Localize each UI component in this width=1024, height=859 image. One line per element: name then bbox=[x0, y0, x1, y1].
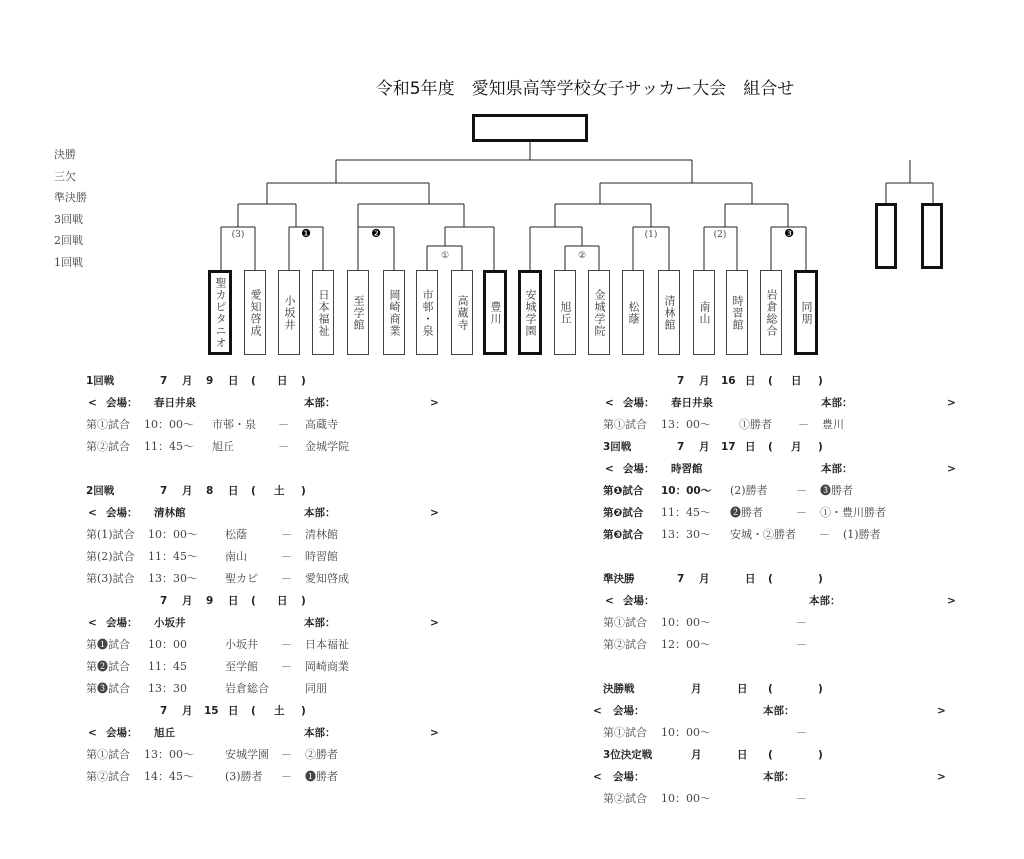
match-label-r2-b1: ❶ bbox=[301, 227, 311, 240]
page-title: 令和5年度 愛知県高等学校女子サッカー大会 組合せ bbox=[375, 79, 795, 99]
schedule-cell: 高蔵寺 bbox=[305, 418, 338, 431]
schedule-cell: ( bbox=[251, 485, 256, 497]
team-seirinkan: 清林館 bbox=[658, 270, 680, 355]
schedule-cell: 松蔭 bbox=[225, 528, 247, 541]
schedule-cell: 第❸試合 bbox=[603, 529, 644, 541]
team-asahigaoka: 旭丘 bbox=[554, 270, 576, 355]
schedule-cell: 岡崎商業 bbox=[305, 660, 349, 673]
schedule-cell: (3)勝者 bbox=[225, 770, 263, 783]
schedule-cell: ( bbox=[768, 573, 773, 585]
schedule-cell: 時習館 bbox=[305, 550, 338, 563]
schedule-cell: 会場： bbox=[106, 727, 138, 739]
schedule-cell: 聖カピ bbox=[225, 572, 258, 585]
match-label-r2-b2: ❷ bbox=[371, 227, 381, 240]
schedule-cell: < bbox=[593, 771, 602, 783]
schedule-cell: 11：45～ bbox=[661, 506, 711, 519]
schedule-cell: － bbox=[281, 770, 292, 783]
schedule-cell: － bbox=[819, 528, 830, 541]
round-label-final: 決勝 bbox=[54, 148, 76, 161]
schedule-cell: 月 bbox=[699, 375, 710, 387]
schedule-cell: (1)勝者 bbox=[843, 528, 881, 541]
schedule-cell: － bbox=[281, 528, 292, 541]
schedule-cell: ②勝者 bbox=[305, 748, 338, 761]
schedule-cell: > bbox=[947, 397, 956, 409]
r2-tokyo bbox=[445, 227, 494, 270]
schedule-cell: － bbox=[281, 748, 292, 761]
schedule-cell: 本部： bbox=[304, 397, 336, 409]
schedule-cell: 第②試合 bbox=[86, 770, 130, 783]
round-label-round3: 3回戦 bbox=[54, 212, 83, 226]
schedule-cell: 7 bbox=[160, 705, 168, 717]
schedule-cell: 第②試合 bbox=[603, 638, 647, 651]
schedule-cell: 10：00～ bbox=[144, 418, 194, 431]
schedule-cell: 9 bbox=[206, 595, 214, 607]
schedule-cell: 会場： bbox=[623, 463, 655, 475]
schedule-cell: － bbox=[796, 616, 807, 629]
team-iwakura-sogo: 岩倉総合 bbox=[760, 270, 782, 355]
schedule-cell: 土 bbox=[274, 485, 285, 497]
schedule-cell: 本部： bbox=[763, 705, 795, 717]
team-seika-capitanio: 聖カピタニオ bbox=[208, 270, 232, 355]
schedule-cell: 第①試合 bbox=[603, 616, 647, 629]
schedule-cell: 金城学院 bbox=[305, 440, 349, 453]
schedule-cell: 会場： bbox=[106, 397, 138, 409]
schedule-cell: 豊川 bbox=[822, 418, 844, 431]
schedule-cell: 日 bbox=[745, 375, 756, 387]
schedule-cell: 春日井泉 bbox=[671, 397, 713, 409]
schedule-cell: 本部： bbox=[821, 397, 853, 409]
schedule-cell: 本部： bbox=[809, 595, 841, 607]
match-label-r2-b3: ❸ bbox=[784, 227, 794, 240]
team-kinjo-gakuin: 金城学院 bbox=[588, 270, 610, 355]
schedule-cell: 月 bbox=[182, 705, 193, 717]
schedule-cell: (2)勝者 bbox=[730, 484, 768, 497]
schedule-cell: < bbox=[88, 617, 97, 629]
schedule-cell: 10：00～ bbox=[661, 485, 712, 497]
schedule-cell: > bbox=[430, 617, 439, 629]
schedule-cell: 旭丘 bbox=[212, 440, 234, 453]
third-place-box-left bbox=[875, 203, 897, 269]
schedule-cell: ①・豊川勝者 bbox=[820, 506, 886, 519]
match-label-r2-3: (3) bbox=[231, 230, 245, 240]
schedule-cell: 小坂井 bbox=[154, 617, 186, 629]
schedule-cell: 10：00～ bbox=[148, 528, 198, 541]
schedule-cell: 10：00～ bbox=[661, 616, 711, 629]
schedule-cell: 13：00～ bbox=[661, 418, 711, 431]
final-link bbox=[336, 142, 692, 183]
schedule-cell: 日 bbox=[277, 375, 288, 387]
schedule-cell: 第❷試合 bbox=[86, 660, 130, 673]
schedule-cell: 会場： bbox=[623, 397, 655, 409]
schedule-cell: － bbox=[281, 572, 292, 585]
schedule-cell: 14：45～ bbox=[144, 770, 194, 783]
team-toyokawa: 豊川 bbox=[483, 270, 507, 355]
schedule-cell: 10：00～ bbox=[661, 792, 711, 805]
schedule-cell: 日 bbox=[228, 705, 239, 717]
schedule-cell: 13：30 bbox=[148, 682, 187, 695]
schedule-cell: 会場： bbox=[106, 507, 138, 519]
schedule-cell: ) bbox=[818, 375, 823, 387]
schedule-cell: ) bbox=[818, 441, 823, 453]
schedule-cell: 愛知啓成 bbox=[305, 572, 349, 585]
schedule-cell: ) bbox=[301, 595, 306, 607]
r3-right-b bbox=[725, 204, 788, 227]
schedule-cell: 市邨・泉 bbox=[212, 418, 256, 431]
schedule-cell: 日 bbox=[791, 375, 802, 387]
schedule-cell: 月 bbox=[691, 683, 702, 695]
schedule-cell: ) bbox=[301, 705, 306, 717]
schedule-cell: 7 bbox=[160, 595, 168, 607]
team-aichi-keisei: 愛知啓成 bbox=[244, 270, 266, 355]
schedule-cell: 12：00～ bbox=[661, 638, 711, 651]
schedule-cell: － bbox=[278, 440, 289, 453]
schedule-cell: － bbox=[281, 660, 292, 673]
team-nihon-fukushi: 日本福祉 bbox=[312, 270, 334, 355]
schedule-cell: ❸勝者 bbox=[820, 484, 853, 497]
schedule-cell: 月 bbox=[791, 441, 802, 453]
schedule-cell: 日 bbox=[745, 573, 756, 585]
schedule-cell: ( bbox=[768, 441, 773, 453]
schedule-cell: 会場： bbox=[623, 595, 655, 607]
schedule-cell: 7 bbox=[160, 375, 168, 387]
schedule-cell: 15 bbox=[204, 705, 219, 717]
schedule-cell: 月 bbox=[699, 573, 710, 585]
schedule-cell: 安城学園 bbox=[225, 748, 269, 761]
schedule-cell: 月 bbox=[699, 441, 710, 453]
third-place-box-right bbox=[921, 203, 943, 269]
schedule-cell: － bbox=[796, 726, 807, 739]
schedule-cell: － bbox=[796, 792, 807, 805]
schedule-cell: 11：45 bbox=[148, 660, 187, 673]
team-kozakai: 小坂井 bbox=[278, 270, 300, 355]
schedule-cell: 南山 bbox=[225, 550, 247, 563]
schedule-cell: 10：00 bbox=[148, 638, 187, 651]
schedule-cell: 至学館 bbox=[225, 660, 258, 673]
schedule-cell: 岩倉総合 bbox=[225, 682, 269, 695]
schedule-cell: 日 bbox=[228, 375, 239, 387]
schedule-cell: 1回戦 bbox=[86, 375, 115, 387]
schedule-cell: 日 bbox=[228, 485, 239, 497]
schedule-cell: 第❸試合 bbox=[86, 682, 130, 695]
schedule-cell: 日 bbox=[737, 749, 748, 761]
schedule-cell: ) bbox=[818, 573, 823, 585]
schedule-cell: > bbox=[430, 727, 439, 739]
schedule-cell: 第①試合 bbox=[86, 748, 130, 761]
r3-left-a bbox=[238, 204, 296, 227]
champion-box bbox=[472, 114, 588, 142]
schedule-cell: ①勝者 bbox=[739, 418, 772, 431]
schedule-cell: 準決勝 bbox=[603, 573, 635, 585]
schedule-cell: < bbox=[605, 463, 614, 475]
schedule-cell: － bbox=[796, 506, 807, 519]
schedule-cell: 時習館 bbox=[671, 463, 703, 475]
schedule-cell: 第①試合 bbox=[603, 726, 647, 739]
schedule-cell: < bbox=[593, 705, 602, 717]
schedule-cell: 7 bbox=[677, 441, 685, 453]
schedule-cell: < bbox=[88, 727, 97, 739]
team-shoin: 松蔭 bbox=[622, 270, 644, 355]
schedule-cell: 会場： bbox=[613, 705, 645, 717]
schedule-cell: < bbox=[605, 595, 614, 607]
round-label-semifinal: 準決勝 bbox=[54, 191, 87, 204]
schedule-cell: 13：30～ bbox=[661, 528, 711, 541]
schedule-cell: 春日井泉 bbox=[154, 397, 196, 409]
schedule-cell: 月 bbox=[182, 375, 193, 387]
round-label-round1: 1回戦 bbox=[54, 255, 83, 269]
third-place-link bbox=[886, 160, 933, 203]
schedule-cell: 本部： bbox=[763, 771, 795, 783]
r3-right-a bbox=[555, 204, 651, 227]
schedule-cell: 第①試合 bbox=[86, 418, 130, 431]
schedule-cell: 本部： bbox=[304, 617, 336, 629]
schedule-cell: － bbox=[281, 638, 292, 651]
schedule-cell: 13：00～ bbox=[144, 748, 194, 761]
team-okazaki-shogyo: 岡崎商業 bbox=[383, 270, 405, 355]
schedule-cell: 月 bbox=[691, 749, 702, 761]
schedule-cell: > bbox=[430, 507, 439, 519]
schedule-cell: 第(3)試合 bbox=[86, 572, 135, 585]
semifinal-right bbox=[600, 183, 752, 204]
schedule-cell: 安城・②勝者 bbox=[730, 528, 796, 541]
schedule-cell: 土 bbox=[274, 705, 285, 717]
schedule-cell: 本部： bbox=[821, 463, 853, 475]
schedule-cell: 清林館 bbox=[154, 507, 186, 519]
schedule-cell: 10：00～ bbox=[661, 726, 711, 739]
schedule-cell: － bbox=[796, 484, 807, 497]
round-label-round2: 2回戦 bbox=[54, 234, 83, 247]
schedule-cell: 日 bbox=[737, 683, 748, 695]
schedule-cell: 清林館 bbox=[305, 528, 338, 541]
schedule-cell: 2回戦 bbox=[86, 485, 115, 497]
round-label-third: 三欠 bbox=[54, 169, 76, 183]
schedule-cell: 第①試合 bbox=[603, 418, 647, 431]
schedule-cell: 第②試合 bbox=[86, 440, 130, 453]
schedule-cell: 本部： bbox=[304, 727, 336, 739]
schedule-cell: ❷勝者 bbox=[730, 506, 763, 519]
schedule-cell: 3回戦 bbox=[603, 441, 632, 453]
schedule-cell: － bbox=[798, 418, 809, 431]
schedule-cell: 月 bbox=[182, 485, 193, 497]
schedule-cell: 8 bbox=[206, 485, 214, 497]
schedule-cell: ) bbox=[301, 375, 306, 387]
schedule-cell: ) bbox=[301, 485, 306, 497]
match-label-r1-1: ① bbox=[440, 251, 450, 261]
team-nanzan: 南山 bbox=[693, 270, 715, 355]
schedule-cell: 会場： bbox=[106, 617, 138, 629]
match-label-r2-2: (2) bbox=[713, 230, 727, 240]
schedule-cell: 17 bbox=[721, 441, 736, 453]
schedule-cell: 小坂井 bbox=[225, 638, 258, 651]
schedule-cell: > bbox=[430, 397, 439, 409]
schedule-cell: 第(1)試合 bbox=[86, 528, 135, 541]
schedule-cell: ( bbox=[251, 375, 256, 387]
schedule-cell: 同朋 bbox=[305, 682, 327, 695]
schedule-cell: － bbox=[796, 638, 807, 651]
schedule-cell: 16 bbox=[721, 375, 736, 387]
schedule-cell: > bbox=[947, 595, 956, 607]
r3-left-b bbox=[358, 204, 464, 227]
schedule-cell: > bbox=[937, 771, 946, 783]
schedule-cell: 日 bbox=[277, 595, 288, 607]
schedule-cell: 日本福祉 bbox=[305, 638, 349, 651]
team-ichimura-izumi: 市邨・泉 bbox=[416, 270, 438, 355]
team-doho: 同朋 bbox=[794, 270, 818, 355]
schedule-cell: ( bbox=[251, 595, 256, 607]
schedule-cell: 第❶試合 bbox=[603, 485, 644, 497]
schedule-cell: 7 bbox=[677, 573, 685, 585]
schedule-cell: 月 bbox=[182, 595, 193, 607]
schedule-cell: 11：45～ bbox=[144, 440, 194, 453]
schedule-cell: － bbox=[278, 418, 289, 431]
team-kozoji: 高蔵寺 bbox=[451, 270, 473, 355]
team-shigakukan: 至学館 bbox=[347, 270, 369, 355]
schedule-cell: < bbox=[88, 507, 97, 519]
schedule-cell: ( bbox=[768, 683, 773, 695]
schedule-cell: 日 bbox=[228, 595, 239, 607]
r2-anjo bbox=[530, 227, 582, 270]
schedule-cell: 第❷試合 bbox=[603, 507, 644, 519]
schedule-cell: ( bbox=[251, 705, 256, 717]
schedule-cell: > bbox=[947, 463, 956, 475]
schedule-cell: 日 bbox=[745, 441, 756, 453]
schedule-cell: 第❶試合 bbox=[86, 638, 130, 651]
schedule-cell: 会場： bbox=[613, 771, 645, 783]
schedule-cell: ❶勝者 bbox=[305, 770, 338, 783]
schedule-cell: > bbox=[937, 705, 946, 717]
schedule-cell: － bbox=[281, 550, 292, 563]
team-anjo-gakuen: 安城学園 bbox=[518, 270, 542, 355]
schedule-cell: 7 bbox=[160, 485, 168, 497]
match-label-r1-2: ② bbox=[577, 251, 587, 261]
schedule-cell: 旭丘 bbox=[154, 727, 175, 739]
schedule-cell: 本部： bbox=[304, 507, 336, 519]
schedule-cell: ) bbox=[818, 749, 823, 761]
schedule-cell: 第(2)試合 bbox=[86, 550, 135, 563]
schedule-cell: 決勝戦 bbox=[603, 683, 635, 695]
schedule-cell: 3位決定戦 bbox=[603, 749, 653, 761]
semifinal-left bbox=[267, 183, 429, 204]
schedule-cell: ( bbox=[768, 749, 773, 761]
schedule-cell: 9 bbox=[206, 375, 214, 387]
schedule-cell: < bbox=[605, 397, 614, 409]
schedule-cell: 7 bbox=[677, 375, 685, 387]
match-label-r2-1: (1) bbox=[644, 230, 658, 240]
schedule-cell: < bbox=[88, 397, 97, 409]
schedule-cell: 第②試合 bbox=[603, 792, 647, 805]
team-jishukan: 時習館 bbox=[726, 270, 748, 355]
schedule-cell: 13：30～ bbox=[148, 572, 198, 585]
schedule-cell: 11：45～ bbox=[148, 550, 198, 563]
schedule-cell: ( bbox=[768, 375, 773, 387]
schedule-cell: ) bbox=[818, 683, 823, 695]
